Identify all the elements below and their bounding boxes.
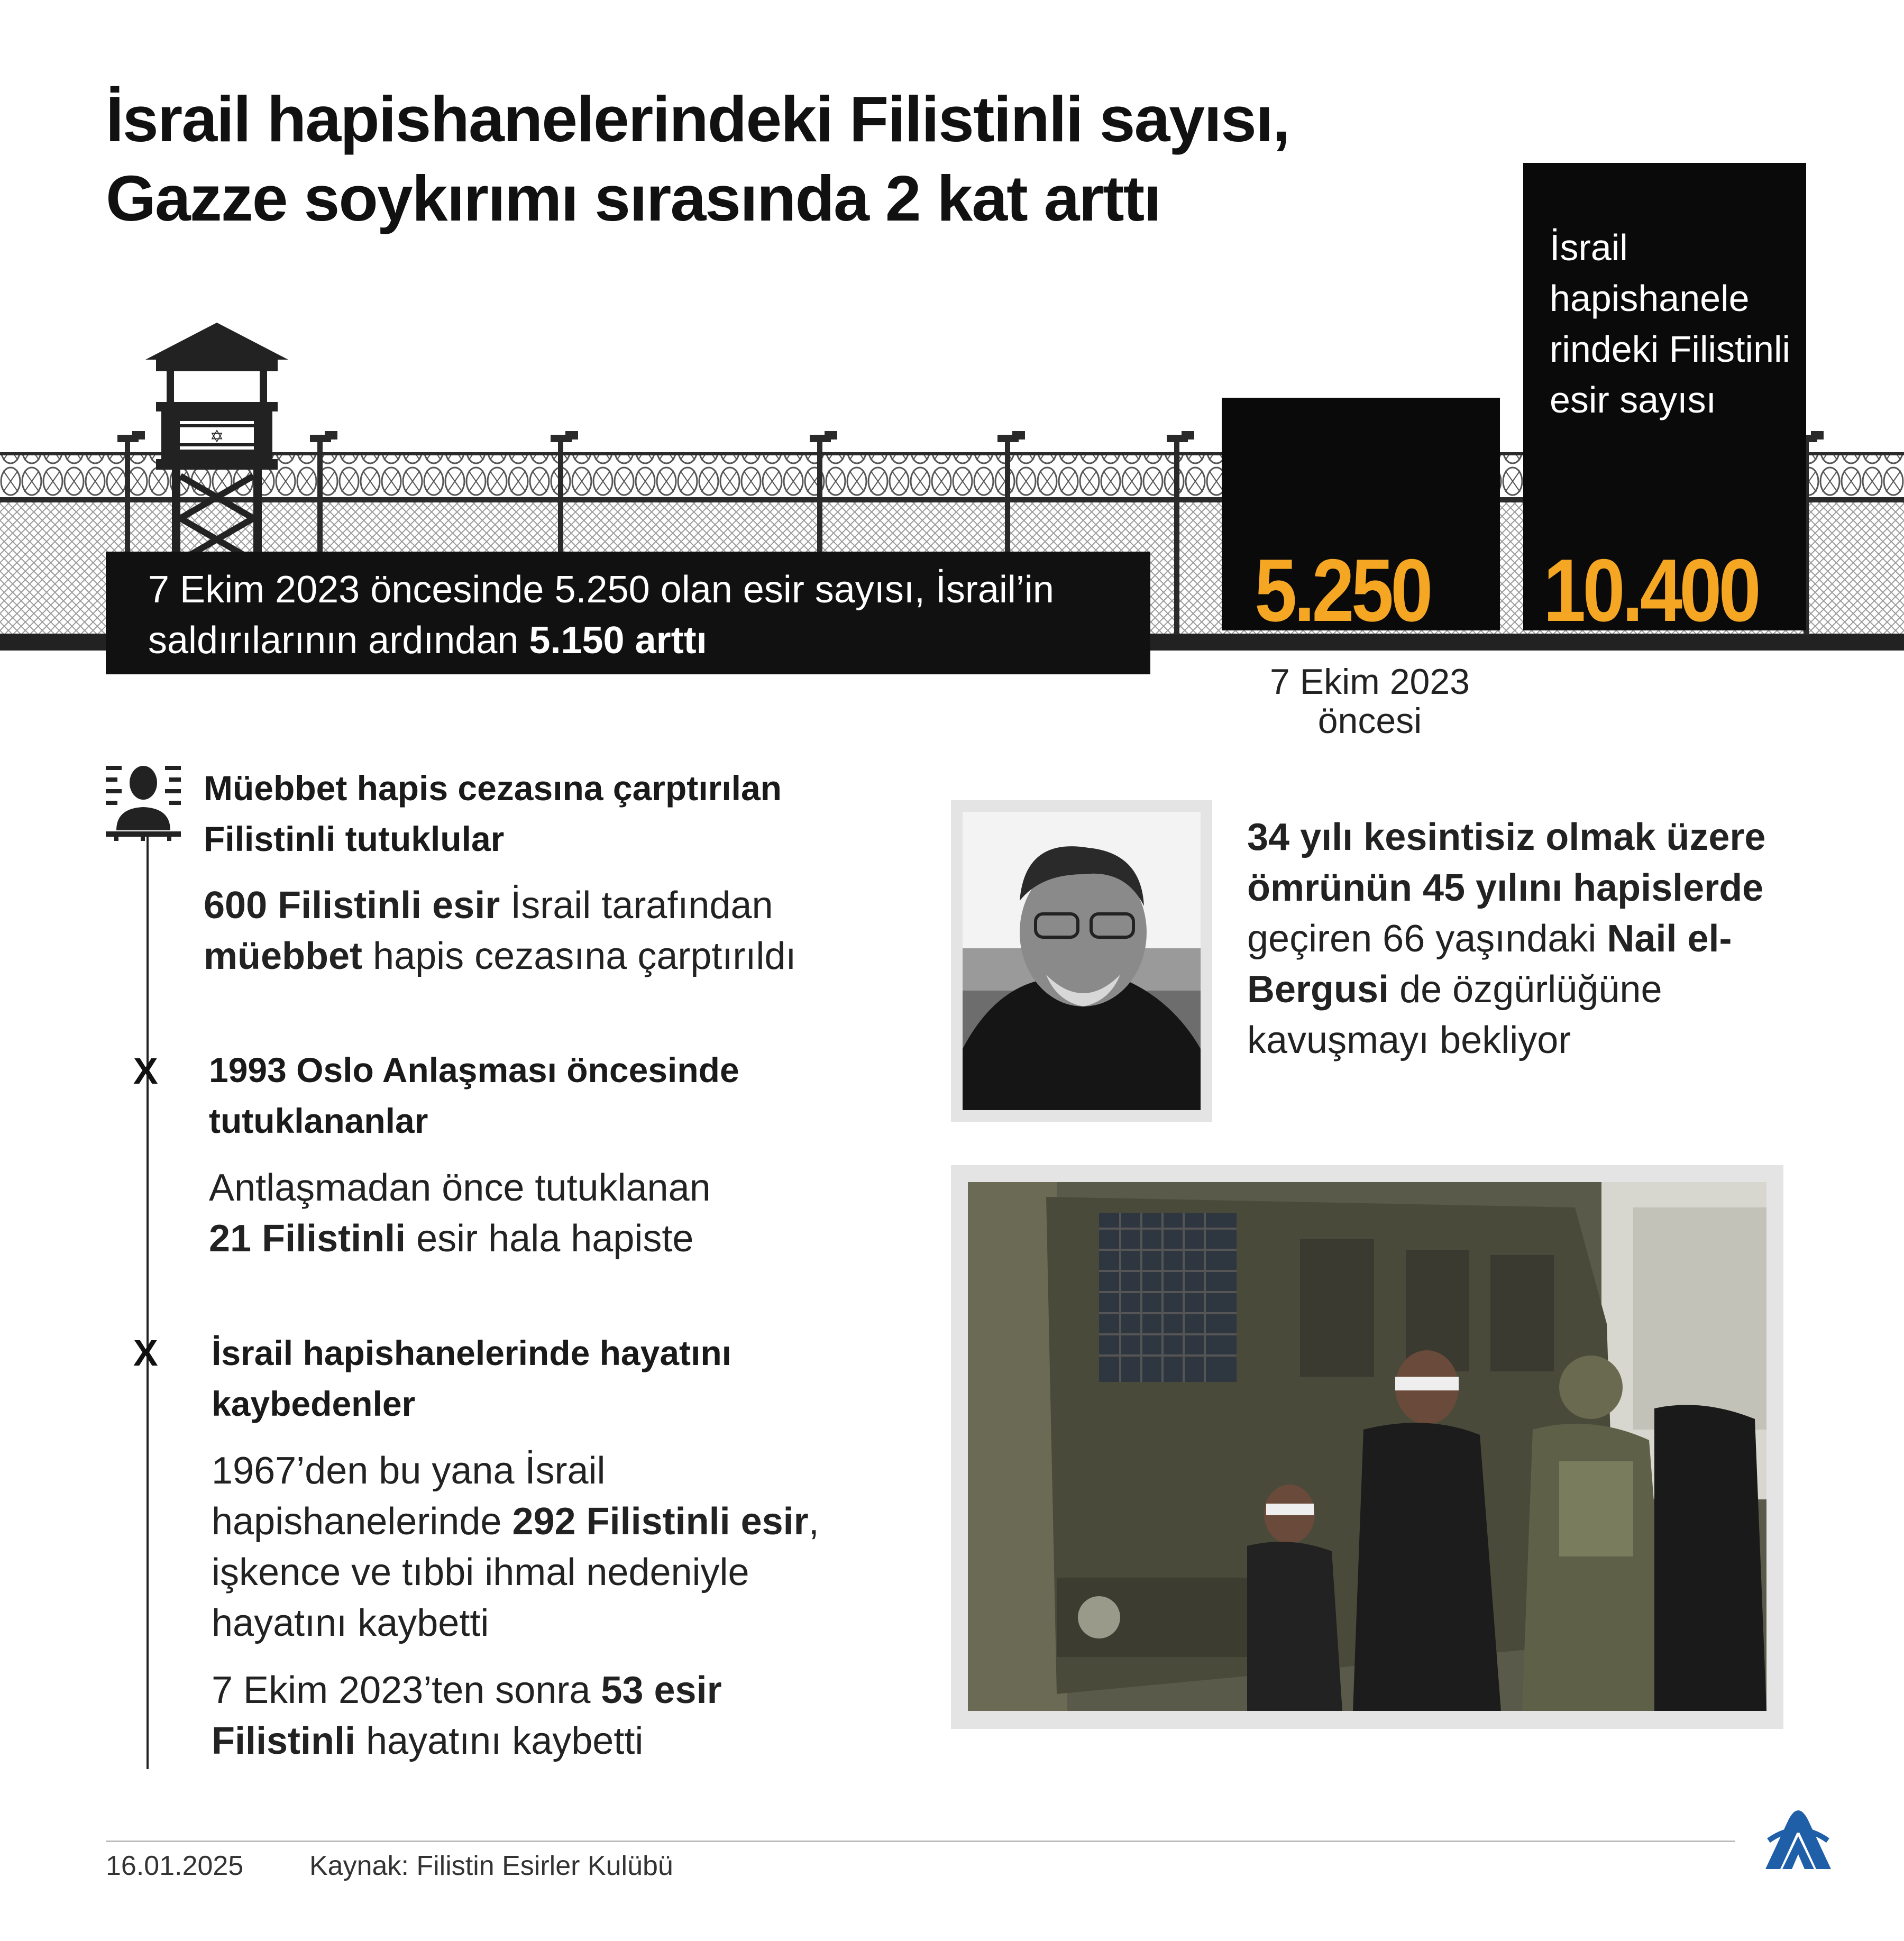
section-oslo-heading: 1993 Oslo Anlaşması öncesinde tutuklananlar <box>209 1050 739 1140</box>
after-value: 10.400 <box>1543 541 1758 640</box>
quote-text-1: geçiren 66 yaşındaki <box>1247 918 1607 960</box>
section-life-sentence-body <box>204 880 923 982</box>
detainees-photo <box>951 1165 1783 1729</box>
section-life-sentence-heading: Müebbet hapis cezasına çarptırılan Filistinli tutuklular <box>204 768 782 858</box>
body-text: Antlaşmadan önce tutuklanan <box>209 1167 711 1209</box>
prisoner-icon <box>104 762 183 841</box>
body-text: hapis cezasına çarptırıldı <box>362 935 797 977</box>
title-line-2: Gazze soykırımı sırasında 2 kat arttı <box>106 162 1161 234</box>
aa-logo <box>1761 1803 1835 1872</box>
life-sentence-count: 600 Filistinli esir <box>204 884 500 927</box>
svg-text:✡: ✡ <box>209 426 224 446</box>
body-text: esir hala hapiste <box>406 1217 694 1260</box>
body-text: 7 Ekim 2023’ten sonra <box>212 1669 601 1711</box>
portrait-photo <box>951 800 1212 1122</box>
section-deaths-body <box>212 1445 889 1649</box>
body-text: 1967’den bu yana İsrail hapishanelerinde <box>212 1450 606 1543</box>
life-sentence-word: müebbet <box>204 935 363 977</box>
footer-source: Kaynak: Filistin Esirler Kulübü <box>309 1851 673 1881</box>
deaths-after-count: 53 esir Filistinli <box>212 1669 722 1762</box>
summary-text: 7 Ekim 2023 öncesinde 5.250 olan esir sayısı, İsrail’in saldırılarının ardından <box>148 569 1054 662</box>
section-deaths-body-2 <box>212 1665 846 1766</box>
oslo-count: 21 Filistinli <box>209 1217 406 1260</box>
section-oslo-body <box>209 1162 844 1264</box>
after-bar-label: İsrail hapishanele rindeki Filistinli esir sayısı <box>1550 227 1791 420</box>
summary-increase: 5.150 arttı <box>529 619 707 662</box>
before-bar-label: 7 Ekim 2023 öncesi <box>1270 662 1470 741</box>
prisoner-quote <box>1247 812 1818 1066</box>
summary-banner <box>106 552 1150 674</box>
body-text: hayatını kaybetti <box>355 1720 644 1762</box>
watchtower-icon <box>140 323 294 566</box>
title-line-1: İsrail hapishanelerindeki Filistinli sayısı, <box>106 83 1289 155</box>
timeline-line <box>147 836 149 1769</box>
body-text: İsrail tarafından <box>500 884 773 927</box>
footer-date: 16.01.2025 <box>106 1851 244 1881</box>
before-value: 5.250 <box>1255 541 1430 640</box>
x-mark-icon: X <box>133 1332 158 1374</box>
prisoner-name: Nail el-Bergusi <box>1247 918 1732 1011</box>
body-text: , işkence ve tıbbi ihmal nedeniyle hayatını kaybetti <box>212 1500 819 1644</box>
quote-text-2: de özgürlüğüne kavuşmayı bekliyor <box>1247 968 1662 1061</box>
quote-bold-1: 34 yılı kesintisiz olmak üzere ömrünün 45 yılını hapislerde <box>1247 816 1766 909</box>
footer-divider <box>106 1841 1735 1842</box>
page-title <box>106 79 1481 238</box>
x-mark-icon: X <box>133 1050 158 1092</box>
deaths-count: 292 Filistinli esir <box>512 1500 809 1543</box>
section-deaths-heading: İsrail hapishanelerinde hayatını kaybedenler <box>212 1333 732 1423</box>
